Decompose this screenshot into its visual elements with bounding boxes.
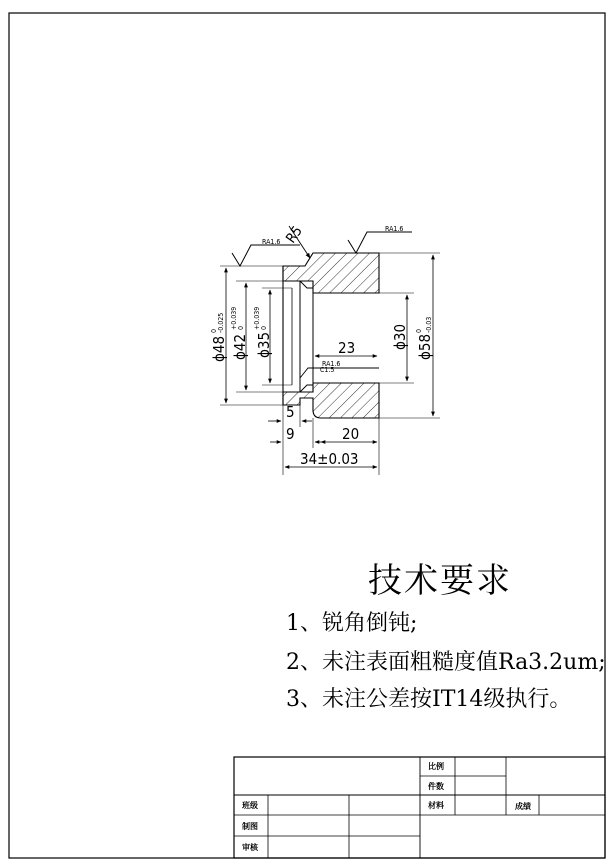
d58-lower: -0.03: [425, 316, 433, 333]
material-label: 材料: [428, 801, 444, 810]
dim-d58: [379, 253, 440, 418]
roughness-label-right: RA1.6: [385, 225, 404, 233]
radius-callout: [283, 223, 310, 258]
d48-text: ϕ48: [210, 335, 228, 362]
dim-d35: [253, 288, 292, 385]
d30-text: ϕ30: [391, 323, 409, 350]
chamfer-bottom: [300, 385, 313, 392]
len9-text: 9: [286, 425, 295, 443]
d48-lower: -0.025: [217, 312, 225, 333]
chamfer-top: [300, 281, 313, 288]
part-section: [283, 253, 379, 418]
drawn-label: 制图: [242, 822, 258, 831]
dim-len9: [270, 418, 322, 448]
d48-upper: 0: [210, 328, 218, 333]
d58-text: ϕ58: [416, 333, 434, 360]
reviewed-label: 审核: [242, 843, 258, 852]
chamfer-label: C1.5: [320, 366, 335, 374]
roughness-label-left: RA1.6: [262, 238, 281, 246]
class-label: 班级: [242, 801, 258, 810]
part-outline: [283, 266, 300, 405]
dim-len23: [315, 339, 377, 357]
scale-label: 比例: [428, 762, 444, 771]
radius-label: R5: [283, 223, 306, 247]
d35-text: ϕ35: [255, 331, 273, 358]
drawing-frame: [9, 13, 605, 858]
tech-requirement-item: 2、未注表面粗糙度值Ra3.2um;: [286, 650, 606, 675]
quantity-label: 件数: [428, 782, 444, 791]
dim-len34: [285, 450, 377, 468]
title-block-labels: [242, 761, 531, 852]
tech-requirement-item: 3、未注公差按IT14级执行。: [286, 687, 572, 712]
d42-text: ϕ42: [231, 333, 249, 360]
d42-upper: +0.039: [230, 306, 238, 330]
len34-text: 34±0.03: [300, 450, 359, 468]
d58-upper: 0: [415, 328, 423, 333]
len23-text: 23: [338, 339, 356, 357]
grade-label: 成绩: [515, 802, 531, 811]
len5-text: 5: [286, 403, 295, 421]
d42-lower: 0: [237, 325, 245, 330]
section-hatch-bottom: [283, 383, 379, 418]
roughness-label-bore: RA1.6: [322, 360, 341, 368]
title-block: [234, 757, 605, 858]
tech-requirement-item: 1、锐角倒钝;: [286, 611, 418, 636]
dim-d30: [379, 293, 414, 383]
len20-text: 20: [342, 425, 360, 443]
tech-requirements-title: 技术要求: [368, 561, 512, 601]
d35-upper: +0.039: [253, 306, 261, 330]
roughness-mark-right: [348, 225, 412, 253]
roughness-mark-bore: [300, 360, 379, 378]
section-hatch-top: [283, 253, 379, 293]
d35-lower: 0: [260, 325, 268, 330]
